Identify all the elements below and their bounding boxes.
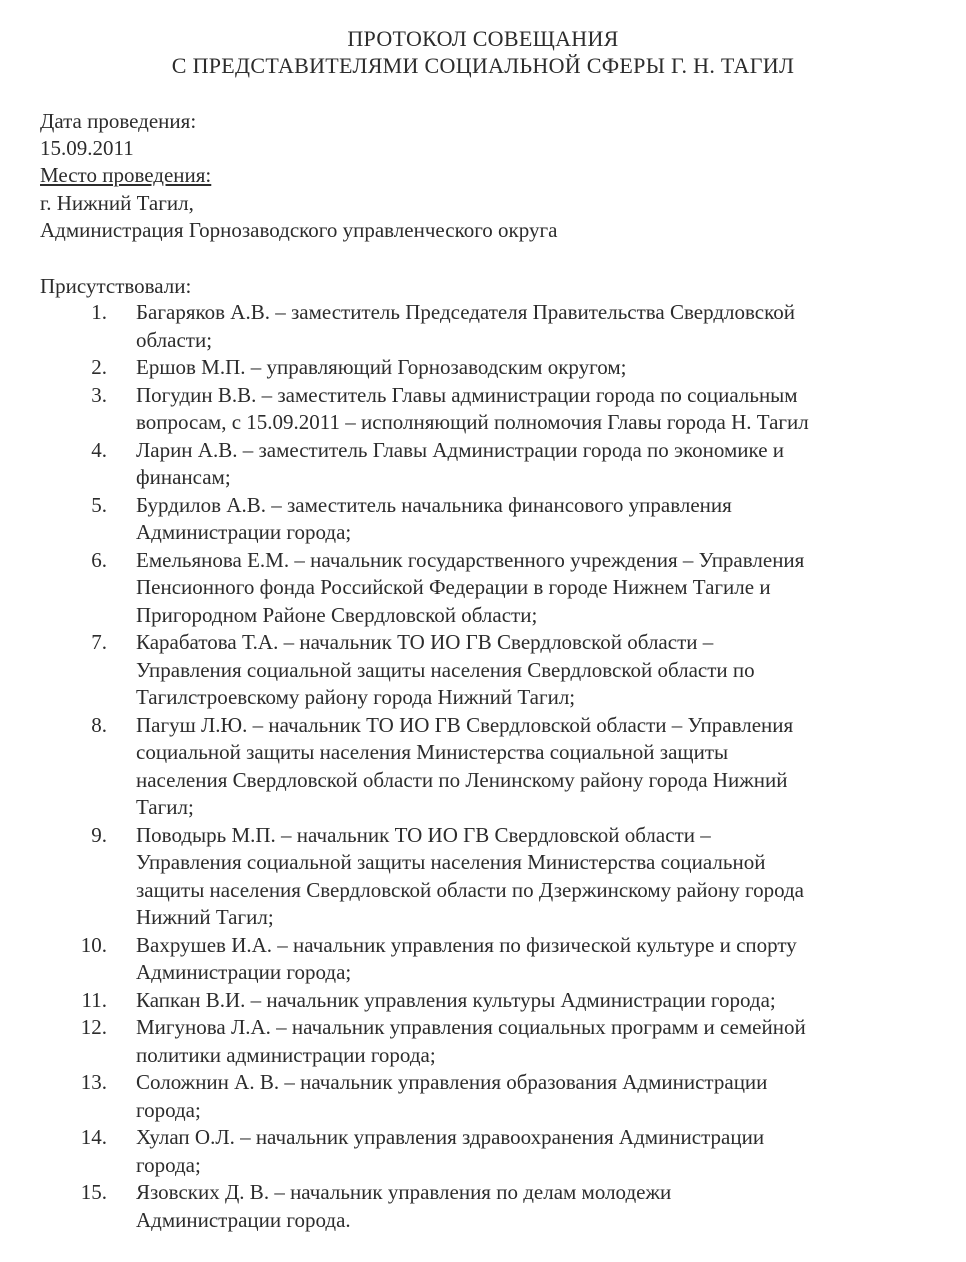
list-item-text: Ершов М.П. – управляющий Горнозаводским округом; xyxy=(136,355,627,379)
list-item-number: 12. xyxy=(80,1015,107,1039)
list-item-number: 10. xyxy=(80,932,107,957)
list-item xyxy=(0,629,966,712)
list-item xyxy=(0,1124,966,1179)
list-item-number: 3. xyxy=(91,382,107,407)
list-item xyxy=(0,299,966,354)
list-item-text: Мигунова Л.А. – начальник управления социальных программ и семейной политики администрации города; xyxy=(136,1015,806,1067)
list-item xyxy=(0,987,966,1015)
list-item-number: 6. xyxy=(91,547,107,572)
document-title-line-1: ПРОТОКОЛ СОВЕЩАНИЯ xyxy=(347,26,619,51)
list-item-text: Язовских Д. В. – начальник управления по делам молодежи Администрации города. xyxy=(136,1180,672,1232)
list-item-text: Капкан В.И. – начальник управления культуры Администрации города; xyxy=(136,987,776,1012)
document-title-line-2: С ПРЕДСТАВИТЕЛЯМИ СОЦИАЛЬНОЙ СФЕРЫ Г. Н. ТАГИЛ xyxy=(171,53,795,78)
list-item-text: Карабатова Т.А. – начальник ТО ИО ГВ Свердловской области – Управления социальной защиты населения Свердловской области по Тагилстроевскому району города Нижний Тагил; xyxy=(136,630,755,709)
list-item xyxy=(0,1014,966,1069)
list-item xyxy=(0,437,966,492)
list-item xyxy=(0,547,966,630)
list-item-text: Вахрушев И.А. – начальник управления по физической культуре и спорту Администрации города; xyxy=(136,932,797,984)
date-value: 15.09.2011 xyxy=(40,136,134,160)
list-item xyxy=(0,354,966,382)
list-item-text: Погудин В.В. – заместитель Главы администрации города по социальным вопросам, с 15.09.2011 – исполняющий полномочия Главы города Н. Тагил xyxy=(136,382,809,434)
list-item-text: Емельянова Е.М. – начальник государственного учреждения – Управления Пенсионного фонда Российской Федерации в городе Нижнем Тагиле и Пригородном Районе Свердловской области; xyxy=(136,547,805,627)
list-item-text: Хулап О.Л. – начальник управления здравоохранения Администрации города; xyxy=(136,1125,765,1177)
list-item-number: 5. xyxy=(91,492,107,517)
list-item-number: 1. xyxy=(91,300,107,324)
list-item-text: Поводырь М.П. – начальник ТО ИО ГВ Свердловской области – Управления социальной защиты населения Министерства социальной защиты населения Свердловской области по Дзержинскому району города Нижний Тагил; xyxy=(136,822,804,929)
list-item-text: Бурдилов А.В. – заместитель начальника финансового управления Администрации города; xyxy=(136,492,732,544)
list-item-number: 2. xyxy=(91,355,107,379)
list-item-text: Багаряков А.В. – заместитель Председателя Правительства Свердловской области; xyxy=(136,300,795,352)
list-item xyxy=(0,1179,966,1234)
list-item xyxy=(0,822,966,932)
list-item-number: 8. xyxy=(91,712,107,737)
attendees-list xyxy=(0,299,966,1234)
list-item xyxy=(0,492,966,547)
place-line-2: Администрация Горнозаводского управленческого округа xyxy=(40,218,558,242)
list-item-number: 14. xyxy=(80,1125,107,1149)
list-item xyxy=(0,932,966,987)
attendees-label: Присутствовали: xyxy=(40,274,192,298)
list-item-number: 15. xyxy=(80,1180,107,1204)
list-item xyxy=(0,1069,966,1124)
list-item xyxy=(0,382,966,437)
list-item-text: Ларин А.В. – заместитель Главы Администрации города по экономике и финансам; xyxy=(136,437,785,489)
list-item-number: 4. xyxy=(91,437,107,462)
list-item xyxy=(0,712,966,822)
place-label: Место проведения: xyxy=(40,163,212,187)
list-item-text: Соложнин А. В. – начальник управления образования Администрации города; xyxy=(136,1070,768,1122)
date-label: Дата проведения: xyxy=(40,109,197,133)
list-item-number: 13. xyxy=(80,1070,107,1094)
place-line-1: г. Нижний Тагил, xyxy=(40,191,194,215)
list-item-number: 9. xyxy=(91,822,107,847)
list-item-number: 11. xyxy=(81,987,107,1012)
list-item-number: 7. xyxy=(91,630,107,654)
list-item-text: Пагуш Л.Ю. – начальник ТО ИО ГВ Свердловской области – Управления социальной защиты населения Министерства социальной защиты населения Свердловской области по Ленинскому району города Нижний Тагил; xyxy=(136,712,794,819)
